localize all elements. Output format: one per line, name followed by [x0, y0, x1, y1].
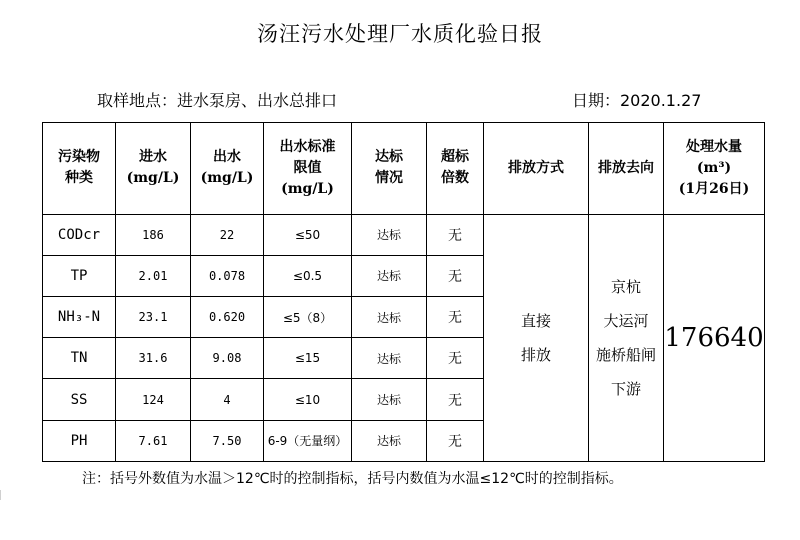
outflow-value: 7.50	[191, 420, 264, 461]
limit-value: ≤10	[264, 379, 352, 420]
status-value: 达标	[352, 214, 427, 255]
status-value: 达标	[352, 338, 427, 379]
discharge-destination-cell: 京杭 大运河 施桥船闸 下游	[589, 214, 664, 461]
header-row	[43, 123, 765, 215]
pollutant-name: TN	[43, 338, 116, 379]
outflow-value: 0.078	[191, 255, 264, 296]
header-exceed: 超标 倍数	[427, 123, 484, 215]
exceed-value: 无	[427, 214, 484, 255]
header-pollutant: 污染物 种类	[43, 123, 116, 215]
pollutant-name: SS	[43, 379, 116, 420]
pollutant-name: PH	[43, 420, 116, 461]
limit-value: ≤15	[264, 338, 352, 379]
treated-volume: 176640	[664, 214, 765, 461]
water-quality-table	[42, 122, 765, 462]
table-row	[43, 214, 765, 255]
status-value: 达标	[352, 420, 427, 461]
pollutant-name: NH₃-N	[43, 297, 116, 338]
footnote: 注：括号外数值为水温＞12℃时的控制指标，括号内数值为水温≤12℃时的控制指标。	[82, 471, 623, 487]
status-value: 达标	[352, 297, 427, 338]
inflow-value: 7.61	[116, 420, 191, 461]
inflow-value: 31.6	[116, 338, 191, 379]
header-discharge-destination: 排放去向	[589, 123, 664, 215]
sampling-location: 取样地点：进水泵房、出水总排口	[97, 91, 338, 110]
inflow-value: 124	[116, 379, 191, 420]
header-discharge-method: 排放方式	[484, 123, 589, 215]
exceed-value: 无	[427, 297, 484, 338]
pollutant-name: CODcr	[43, 214, 116, 255]
outflow-value: 0.620	[191, 297, 264, 338]
limit-value: 6-9（无量纲）	[264, 420, 352, 461]
status-value: 达标	[352, 379, 427, 420]
exceed-value: 无	[427, 379, 484, 420]
inflow-value: 186	[116, 214, 191, 255]
exceed-value: 无	[427, 255, 484, 296]
report-title: 汤汪污水处理厂水质化验日报	[257, 22, 543, 46]
outflow-value: 22	[191, 214, 264, 255]
status-value: 达标	[352, 255, 427, 296]
report-date: 日期：2020.1.27	[572, 91, 702, 110]
exceed-value: 无	[427, 338, 484, 379]
header-limit: 出水标准 限值 (mg/L)	[264, 123, 352, 215]
outflow-value: 4	[191, 379, 264, 420]
scan-mark	[0, 490, 4, 500]
limit-value: ≤0.5	[264, 255, 352, 296]
discharge-method-cell: 直接 排放	[484, 214, 589, 461]
limit-value: ≤5（8）	[264, 297, 352, 338]
header-volume: 处理水量 (m³) (1月26日)	[664, 123, 765, 215]
inflow-value: 2.01	[116, 255, 191, 296]
header-inflow: 进水 (mg/L)	[116, 123, 191, 215]
header-outflow: 出水 (mg/L)	[191, 123, 264, 215]
inflow-value: 23.1	[116, 297, 191, 338]
header-status: 达标 情况	[352, 123, 427, 215]
outflow-value: 9.08	[191, 338, 264, 379]
pollutant-name: TP	[43, 255, 116, 296]
exceed-value: 无	[427, 420, 484, 461]
limit-value: ≤50	[264, 214, 352, 255]
